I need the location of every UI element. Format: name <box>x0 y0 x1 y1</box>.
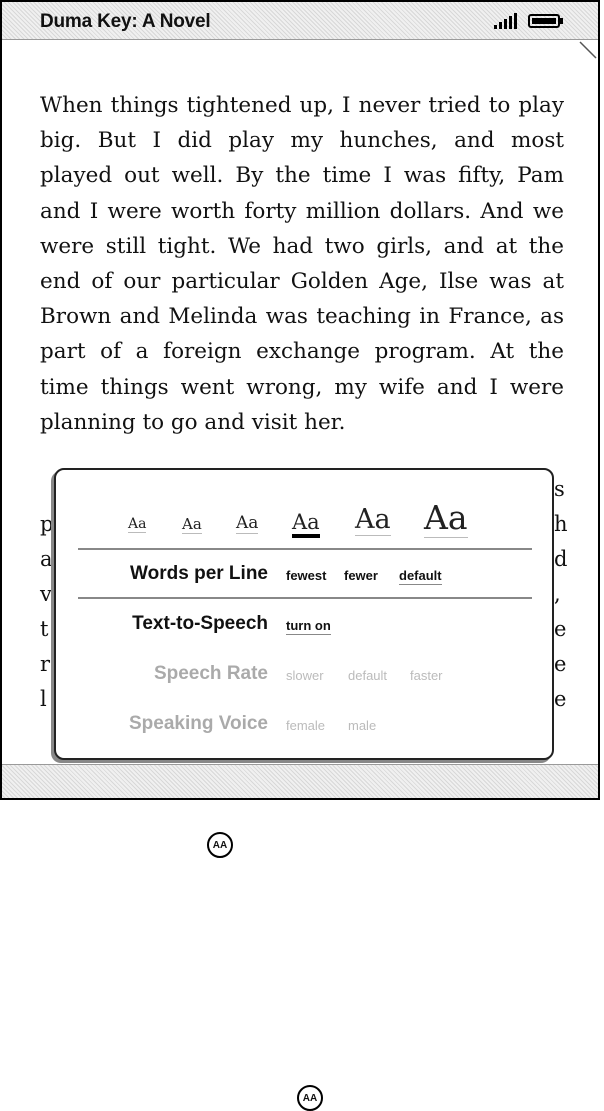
speech-rate-slower: slower <box>286 668 324 683</box>
hidden-text-fragment: l <box>40 687 47 711</box>
aa-text-button-icon <box>207 832 233 858</box>
battery-icon <box>528 14 564 28</box>
aa-text-button-icon <box>297 1085 323 1111</box>
hidden-text-fragment: d <box>554 547 568 571</box>
font-size-option-2[interactable]: Aa <box>182 515 202 533</box>
speech-rate-label: Speech Rate <box>153 663 268 684</box>
divider <box>78 548 532 550</box>
hidden-text-fragment: a <box>40 547 53 571</box>
font-size-option-4[interactable]: Aa <box>292 510 320 538</box>
divider <box>78 597 532 599</box>
hidden-text-fragment: e <box>554 687 567 711</box>
aa-glyph-text: AA <box>302 1092 318 1104</box>
font-size-option-5[interactable]: Aa <box>355 504 391 535</box>
text-to-speech-label: Text-to-Speech <box>132 613 268 634</box>
book-paragraph: When things tightened up, I never tried to play big. But I did play my hunches, and most played out well. By the time I was fifty, Pam and I were worth forty million dollars. And we were still tight. We had two girls, and at the end of our particular Golden Age, Ilse was at Brown and Melinda was teaching in France, as part of a foreign exchange program. At the time things went wrong, my wife and I were planning to go and visit her. <box>40 93 564 435</box>
text-settings-popup <box>54 468 554 760</box>
hidden-text-fragment: s <box>554 477 565 501</box>
font-size-option-6[interactable]: Aa <box>424 498 468 537</box>
hidden-text-fragment: e <box>554 652 567 676</box>
bookmark-corner-icon[interactable] <box>578 40 598 60</box>
hidden-text-fragment: p <box>40 512 54 536</box>
font-size-option-3[interactable]: Aa <box>236 513 259 533</box>
book-title: Duma Key: A Novel <box>40 11 211 32</box>
book-page-text <box>40 88 564 440</box>
speaking-voice-female: female <box>286 718 326 733</box>
hidden-text-fragment: v <box>40 582 52 606</box>
words-per-line-fewer[interactable]: fewer <box>344 568 378 583</box>
hidden-text-fragment: t <box>40 617 49 641</box>
status-bar <box>2 2 598 40</box>
speaking-voice-label: Speaking Voice <box>128 713 268 734</box>
signal-bars-icon <box>494 13 522 29</box>
footer-bar <box>2 764 598 800</box>
speaking-voice-male: male <box>348 718 377 733</box>
speech-rate-faster: faster <box>410 668 443 683</box>
hidden-text-fragment: , <box>554 582 561 606</box>
font-size-option-1[interactable]: Aa <box>128 516 147 532</box>
speech-rate-default: default <box>348 668 388 683</box>
aa-glyph-text: AA <box>212 839 228 851</box>
hidden-text-fragment: e <box>554 617 567 641</box>
words-per-line-fewest[interactable]: fewest <box>286 568 327 583</box>
hidden-text-fragment: r <box>40 652 51 676</box>
hidden-text-fragment: h <box>554 512 568 536</box>
words-per-line-default[interactable]: default <box>399 568 442 583</box>
words-per-line-label: Words per Line <box>130 563 268 584</box>
text-to-speech-turn-on[interactable]: turn on <box>286 618 331 633</box>
